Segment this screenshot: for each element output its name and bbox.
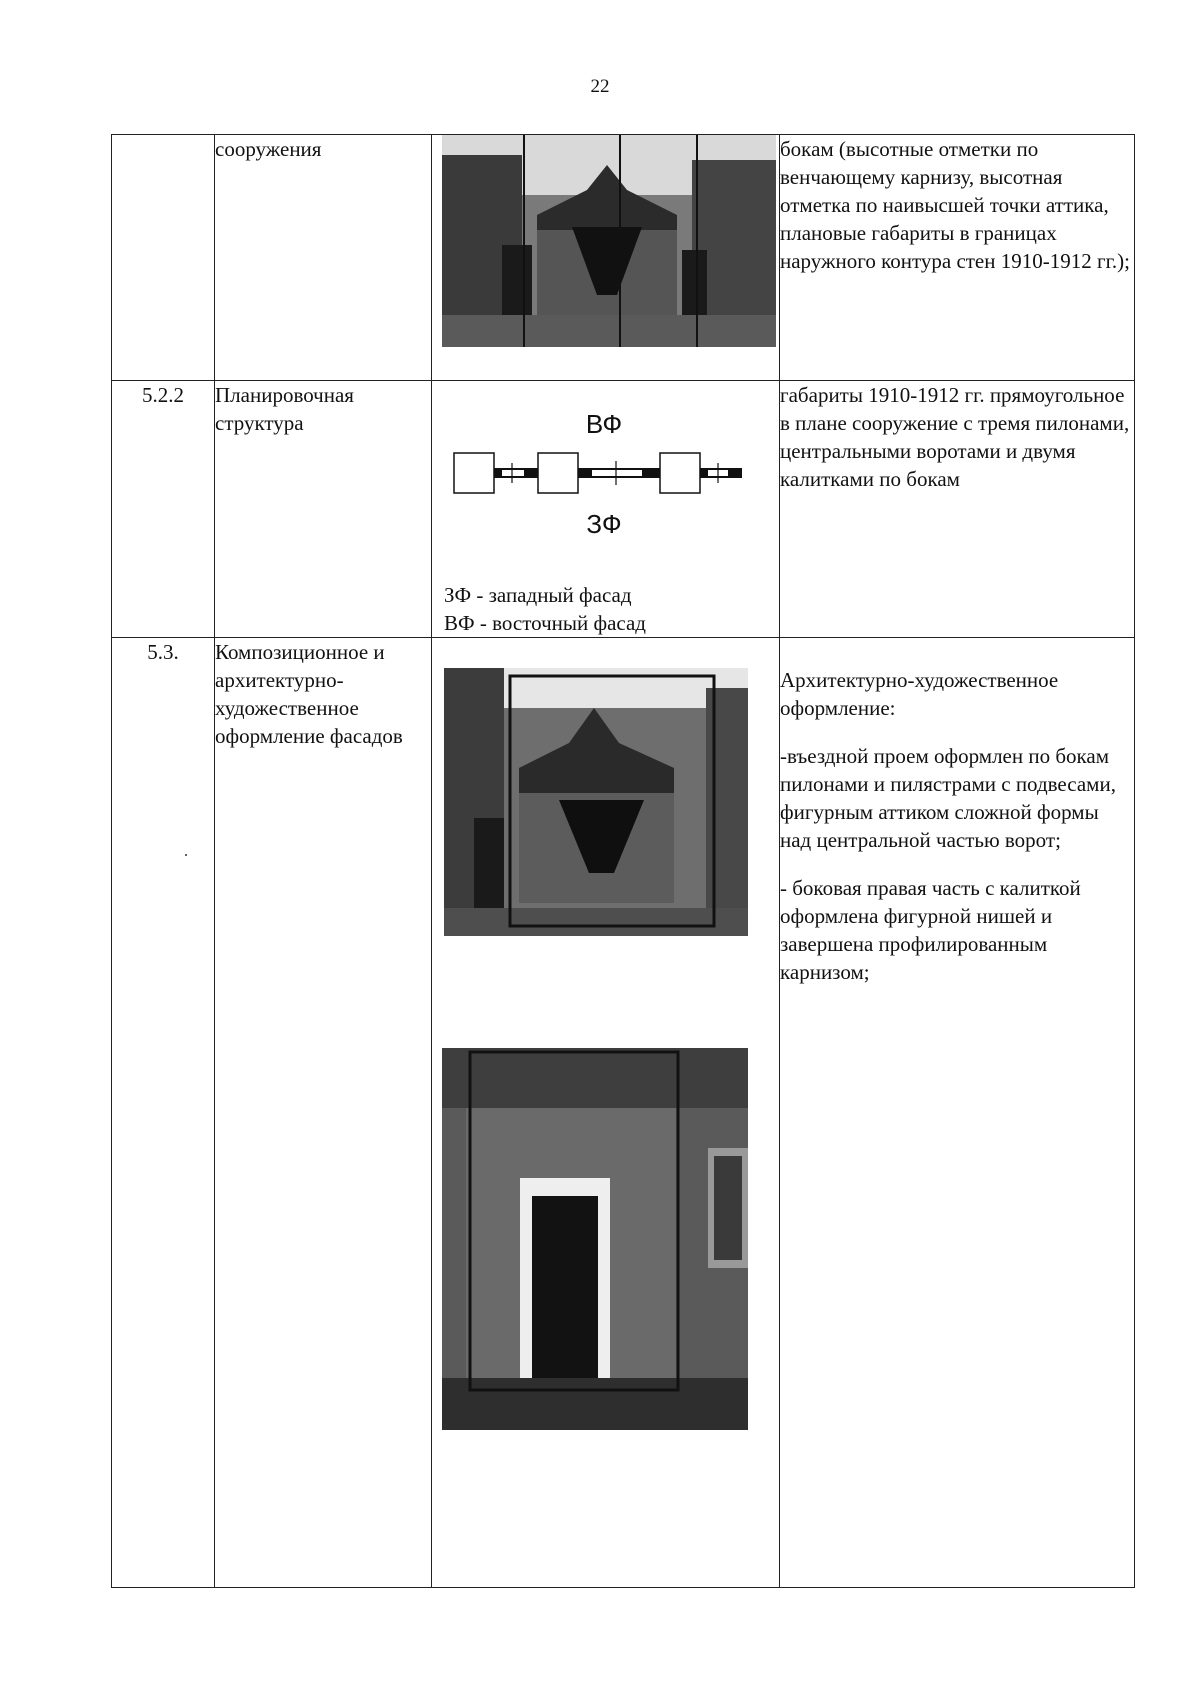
gate-photo-attic <box>444 668 748 936</box>
page-number: 22 <box>590 76 610 97</box>
plan-label-west: ЗФ <box>586 509 622 539</box>
table-row <box>112 135 1135 381</box>
item-description-cell <box>780 638 1135 1588</box>
plan-label-east: ВФ <box>585 409 623 439</box>
stray-mark <box>185 854 187 856</box>
item-number-cell <box>112 135 215 381</box>
legend-item-west: ЗФ - западный фасад <box>444 583 632 607</box>
description-title: Архитектурно-художественное оформление: <box>780 668 1059 720</box>
table-row <box>112 638 1135 1588</box>
legend-item-east: ВФ - восточный фасад <box>444 611 646 635</box>
paragraph-gap <box>780 722 1134 742</box>
item-name: сооружения <box>215 137 322 161</box>
table-row <box>112 381 1135 638</box>
item-name-cell <box>215 381 432 638</box>
description-paragraph: -въездной проем оформлен по бокам пилонами и пилястрами с подвесами, фигурным аттиком сложной формы над центральной частью ворот; <box>780 744 1116 852</box>
item-name: Композиционное и архитектурно-художественное оформление фасадов <box>215 640 403 748</box>
item-name-cell <box>215 638 432 1588</box>
item-number: 5.2.2 <box>142 383 184 407</box>
paragraph-gap <box>780 854 1134 874</box>
side-gate-photo <box>442 1048 748 1430</box>
item-name-cell <box>215 135 432 381</box>
item-number: 5.3. <box>147 640 179 664</box>
plan-cell <box>432 381 780 638</box>
image-cell <box>432 638 780 1588</box>
monument-features-table <box>111 134 1135 1588</box>
gate-photo-top <box>442 135 776 347</box>
image-cell <box>432 135 780 381</box>
description-paragraph: - боковая правая часть с калиткой оформлена фигурной нишей и завершена профилированным карнизом; <box>780 876 1081 984</box>
item-description: бокам (высотные отметки по венчающему карнизу, высотная отметка по наивысшей точки аттика, плановые габариты в границах наружного контура стен 1910-1912 гг.); <box>780 137 1130 273</box>
item-description: габариты 1910-1912 гг. прямоугольное в плане сооружение с тремя пилонами, центральными воротами и двумя калитками по бокам <box>780 383 1130 491</box>
plan-legend <box>444 581 646 637</box>
item-description-cell <box>780 135 1135 381</box>
item-description-cell <box>780 381 1135 638</box>
item-name: Планировочная структура <box>215 383 354 435</box>
item-number-cell <box>112 638 215 1588</box>
item-number-cell <box>112 381 215 638</box>
site-plan-diagram <box>432 381 779 581</box>
